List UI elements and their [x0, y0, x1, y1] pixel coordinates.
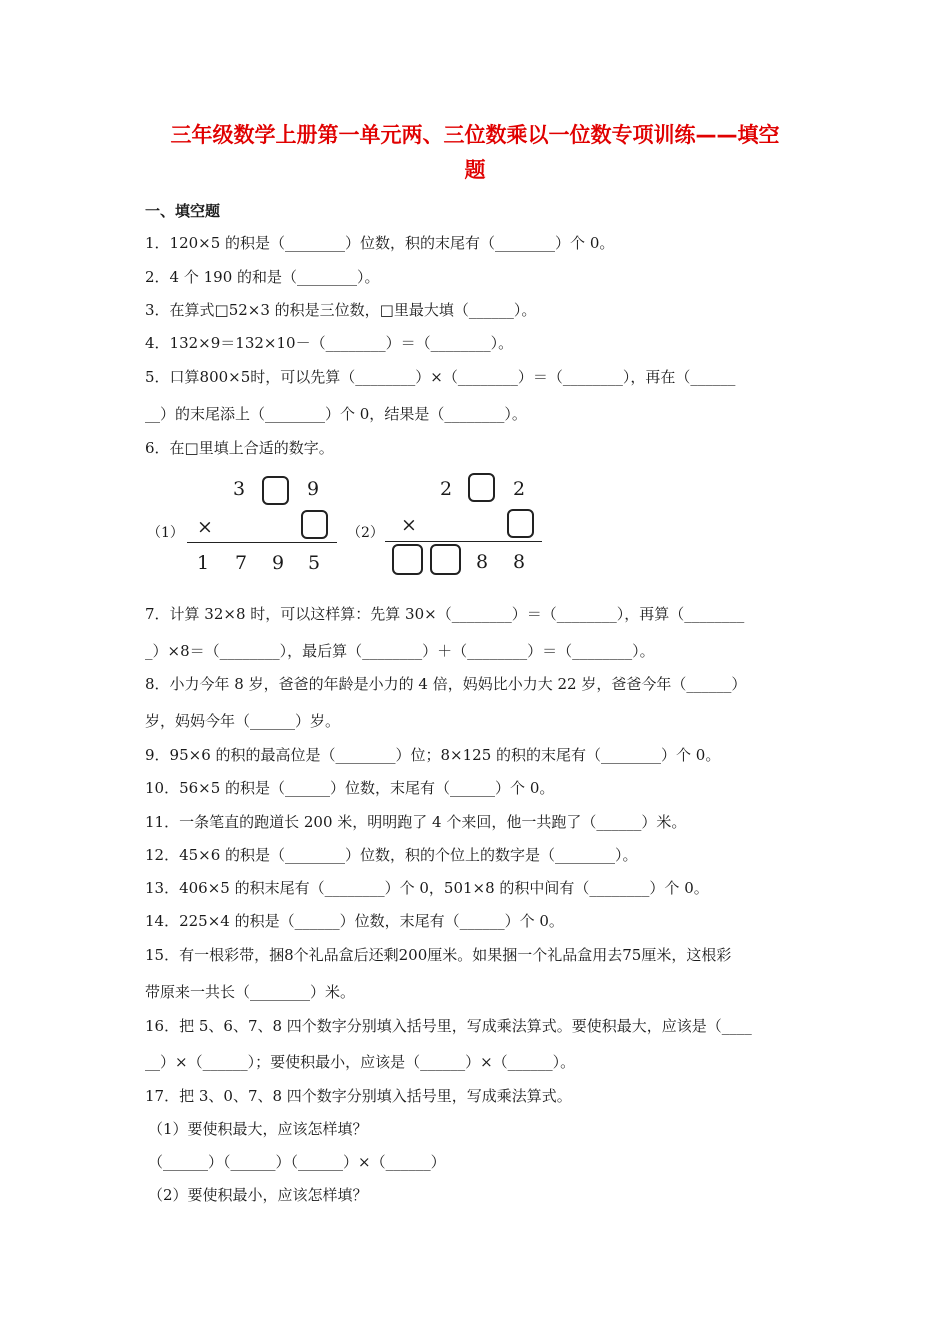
question-11: 11．一条笔直的跑道长 200 米，明明跑了 4 个来回，他一共跑了（______）米。 — [145, 813, 687, 831]
question-17-part-1-answer: （______）（______）（______）×（______） — [148, 1153, 446, 1171]
question-9: 9．95×6 的积的最高位是（________）位；8×125 的积的末尾有（________）个 0。 — [145, 746, 721, 764]
question-15-line-1: 15．有一根彩带，捆8个礼品盒后还剩200厘米。如果捆一个礼品盒用去75厘米，这根彩 — [145, 946, 732, 964]
question-7-line-2: _）×8＝（________），最后算（________）＋（________）＝（________）。 — [145, 642, 655, 660]
digit: 9 — [307, 478, 320, 500]
question-17-part-2: （2）要使积最小，应该怎样填？ — [148, 1186, 368, 1204]
title-line-1: 三年级数学上册第一单元两、三位数乘以一位数专项训练——填空 — [170, 123, 780, 147]
blank-box[interactable] — [262, 476, 289, 505]
digit: 2 — [513, 478, 526, 500]
blank-box[interactable] — [507, 509, 534, 538]
digit: 8 — [476, 551, 489, 573]
question-5-line-1: 5．口算800×5时，可以先算（________）×（________）＝（________），再在（______ — [145, 368, 736, 386]
question-6: 6．在□里填上合适的数字。 — [145, 439, 334, 457]
question-10: 10．56×5 的积是（______）位数，末尾有（______）个 0。 — [145, 779, 555, 797]
vertical-multiplication-2 — [345, 470, 545, 580]
question-2: 2．4 个 190 的和是（________）。 — [145, 268, 380, 286]
times-sign: × — [197, 516, 213, 538]
vertical-label-2: （2） — [347, 525, 384, 541]
vertical-multiplication-1 — [145, 470, 345, 580]
question-1: 1．120×5 的积是（________）位数，积的末尾有（________）个 0。 — [145, 234, 615, 252]
question-8-line-2: 岁，妈妈今年（______）岁。 — [145, 712, 341, 730]
question-15-line-2: 带原来一共长（________）米。 — [145, 983, 356, 1001]
digit: 8 — [513, 551, 526, 573]
blank-box[interactable] — [392, 544, 423, 575]
question-5-line-2: __）的末尾添上（________）个 0，结果是（________）。 — [145, 405, 527, 423]
question-7-line-1: 7．计算 32×8 时，可以这样算：先算 30×（________）＝（________），再算（________ — [145, 605, 745, 623]
question-17-part-1: （1）要使积最大，应该怎样填？ — [148, 1120, 368, 1138]
question-13: 13．406×5 的积末尾有（________）个 0，501×8 的积中间有（________）个 0。 — [145, 879, 709, 897]
digit: 5 — [308, 552, 321, 574]
digit: 3 — [233, 478, 246, 500]
title-line-2: 题 — [464, 158, 486, 182]
question-16-line-1: 16．把 5、6、7、8 四个数字分别填入括号里，写成乘法算式。要使积最大，应该是（____ — [145, 1017, 752, 1035]
question-3: 3．在算式□52×3 的积是三位数，□里最大填（______）。 — [145, 301, 537, 319]
question-12: 12．45×6 的积是（________）位数，积的个位上的数字是（________）。 — [145, 846, 638, 864]
question-8-line-1: 8．小力今年 8 岁，爸爸的年龄是小力的 4 倍，妈妈比小力大 22 岁，爸爸今年（______） — [145, 675, 747, 693]
section-heading: 一、填空题 — [145, 202, 221, 220]
divider-line — [187, 542, 337, 543]
times-sign: × — [401, 514, 417, 536]
digit: 2 — [440, 478, 453, 500]
digit: 9 — [272, 552, 285, 574]
blank-box[interactable] — [301, 510, 328, 539]
divider-line — [385, 541, 542, 542]
question-4: 4．132×9＝132×10－（________）＝（________）。 — [145, 334, 514, 352]
digit: 1 — [197, 552, 210, 574]
page-title — [130, 118, 820, 188]
question-16-line-2: __）×（______）；要使积最小，应该是（______）×（______）。 — [145, 1053, 576, 1071]
question-17: 17．把 3、0、7、8 四个数字分别填入括号里，写成乘法算式。 — [145, 1087, 572, 1105]
blank-box[interactable] — [430, 544, 461, 575]
blank-box[interactable] — [468, 473, 495, 502]
question-14: 14．225×4 的积是（______）位数，末尾有（______）个 0。 — [145, 912, 564, 930]
digit: 7 — [235, 552, 248, 574]
vertical-label-1: （1） — [147, 525, 184, 541]
